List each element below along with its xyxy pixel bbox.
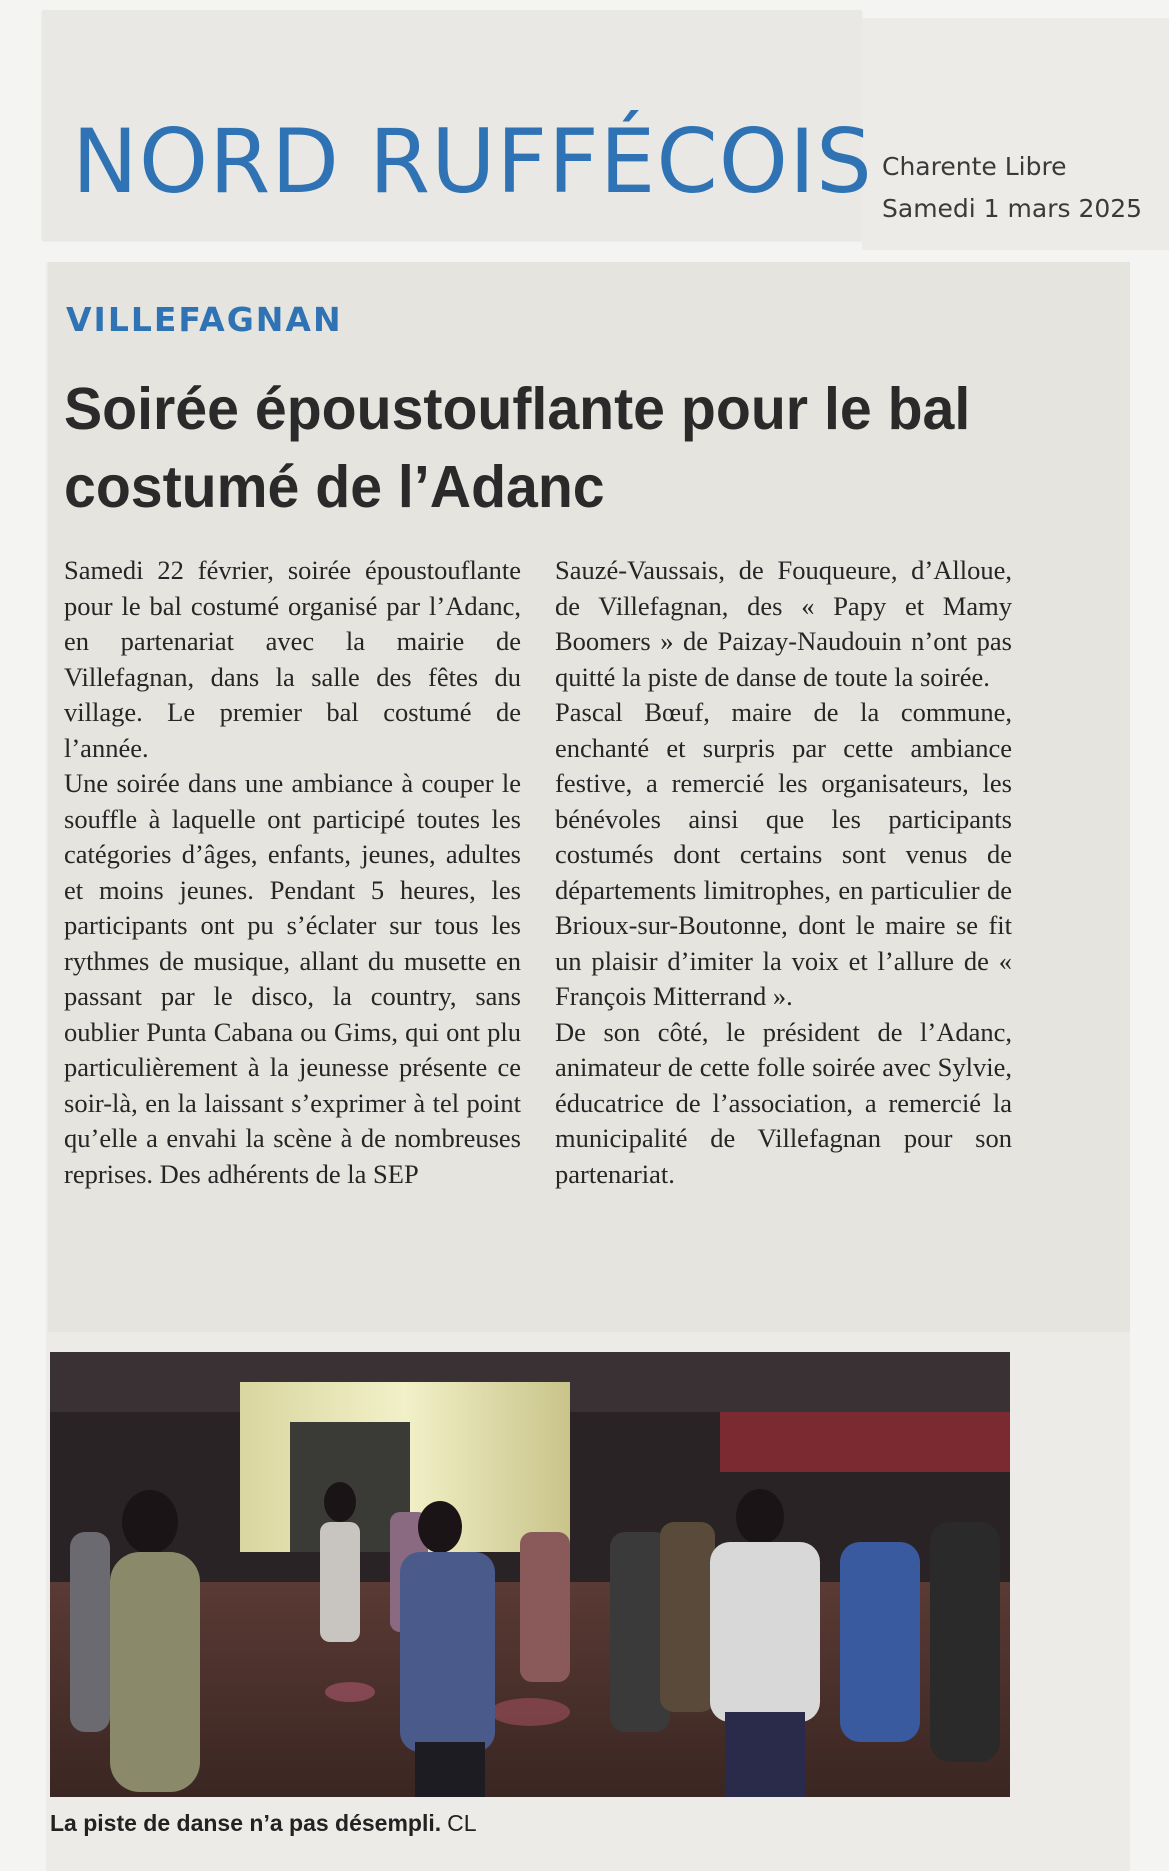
section-rubric: NORD RUFFÉCOIS xyxy=(72,110,873,213)
paragraph: Une soirée dans une ambiance à couper le souffle à laquelle ont participé toutes les catégories d’âges, enfants, jeunes, adultes et moins jeunes. Pendant 5 heures, les participants ont pu s’éclater sur tous les rythmes de musique, allant du musette en passant par le disco, la country, sans oublier Punta Cabana ou Gims, qui ont plu particulièrement à la jeunesse présente ce soir-là, en la laissant s’exprimer à tel point qu’elle a envahi la scène à de nombreuses reprises. Des adhérents de la SEP xyxy=(64,768,521,1189)
paragraph: Pascal Bœuf, maire de la commune, enchanté et surpris par cette ambiance festive, a remercié les organisateurs, les bénévoles ainsi que les participants costumés dont certains sont venus de départements limitrophes, en particulier de Brioux-sur-Boutonne, dont le maire se fit un plaisir d’imiter la voix et l’allure de « François Mitterrand ». xyxy=(555,697,1012,1011)
article-column-2 xyxy=(555,553,1012,1192)
article-column-1 xyxy=(64,553,521,1192)
publication-name: Charente Libre xyxy=(882,152,1067,181)
photo-caption xyxy=(50,1810,477,1837)
publication-date: Samedi 1 mars 2025 xyxy=(882,194,1143,223)
photo-credit: CL xyxy=(447,1810,477,1836)
article-photo xyxy=(50,1352,1010,1797)
paragraph: De son côté, le président de l’Adanc, animateur de cette folle soirée avec Sylvie, éducatrice de l’association, a remercié la municipalité de Villefagnan pour son partenariat. xyxy=(555,1016,1012,1189)
article-location: VILLEFAGNAN xyxy=(66,300,343,339)
caption-text: La piste de danse n’a pas désempli. xyxy=(50,1810,442,1836)
paragraph: Samedi 22 février, soirée époustouflante pour le bal costumé organisé par l’Adanc, en partenariat avec la mairie de Villefagnan, dans la salle des fêtes du village. Le premier bal costumé de l’année. xyxy=(64,555,521,763)
article-headline: Soirée époustouflante pour le bal costumé de l’Adanc xyxy=(64,376,971,520)
paragraph: Sauzé-Vaussais, de Fouqueure, d’Alloue, de Villefagnan, des « Papy et Mamy Boomers » de Paizay-Naudouin n’ont pas quitté la piste de danse de toute la soirée. xyxy=(555,555,1012,692)
dance-floor-illustration xyxy=(50,1352,1010,1797)
